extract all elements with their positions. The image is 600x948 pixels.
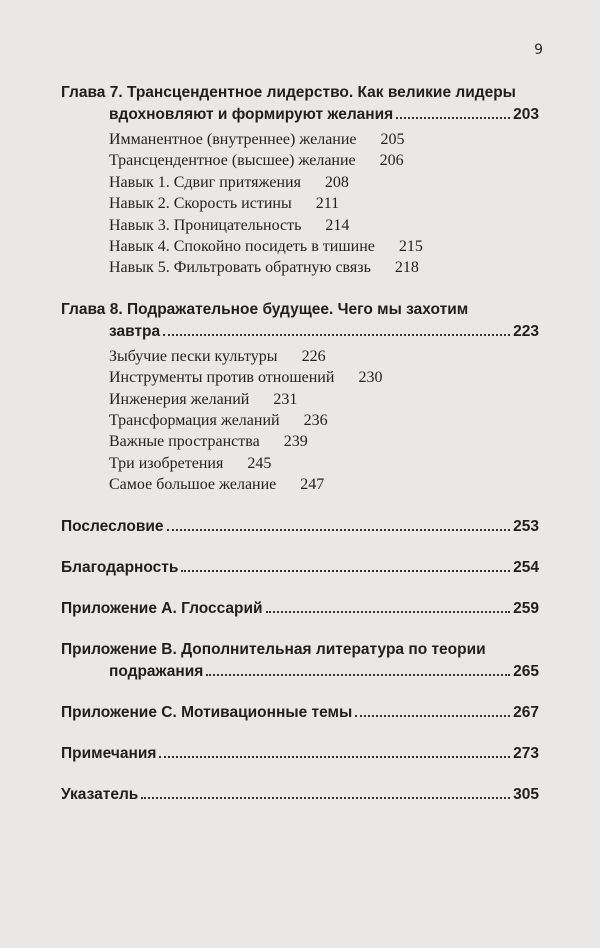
chapter-page: 223 (513, 322, 539, 340)
toc-subsection (109, 215, 539, 236)
chapter-title-line1: Глава 7. Трансцендентное лидерство. Как великие лидеры (61, 84, 516, 101)
toc-subsection (109, 193, 539, 214)
toc-subsections-8 (61, 346, 539, 496)
dot-leader (141, 797, 510, 799)
chapter-title-line2-row (61, 321, 539, 343)
chapter-title-line2: вдохновляют и формируют желания (109, 106, 394, 123)
page-number: 9 (534, 42, 543, 58)
entry-title: Послесловие (61, 517, 164, 535)
toc-subsection (109, 367, 539, 388)
entry-title: Приложение С. Мотивационные темы (61, 703, 353, 721)
toc-entry-notes (61, 743, 539, 765)
toc-subsection (109, 389, 539, 410)
subsection-title: Три изобретения (109, 454, 224, 472)
entry-title: Приложение А. Глоссарий (61, 599, 263, 617)
toc-subsection (109, 410, 539, 431)
subsection-page: 247 (300, 476, 325, 494)
subsection-title: Трансформация желаний (109, 412, 280, 430)
toc-subsection (109, 129, 539, 150)
subsection-title: Навык 1. Сдвиг притяжения (109, 173, 301, 191)
subsection-title: Имманентное (внутреннее) желание (109, 131, 357, 148)
toc-entry-appendix-a (61, 598, 539, 620)
subsection-page: 239 (283, 433, 308, 451)
toc-entry-appendix-b (61, 639, 539, 683)
dot-leader (167, 529, 511, 531)
toc-entry-acknowledgments (61, 557, 539, 579)
dot-leader (159, 756, 510, 758)
subsection-page: 230 (358, 369, 383, 387)
toc-subsection (109, 474, 539, 495)
table-of-contents (61, 82, 539, 806)
dot-leader (163, 334, 510, 336)
subsection-page: 214 (325, 216, 350, 234)
subsection-title: Навык 2. Скорость истины (109, 195, 292, 213)
toc-subsections-7 (61, 129, 539, 279)
subsection-title: Зыбучие пески культуры (109, 347, 278, 365)
dot-leader (266, 611, 511, 613)
subsection-page: 218 (394, 259, 419, 277)
entry-page: 267 (513, 703, 539, 721)
subsection-title: Важные пространства (109, 433, 260, 451)
toc-chapter-8 (61, 299, 539, 343)
entry-page: 265 (513, 662, 539, 680)
chapter-page: 203 (513, 106, 539, 123)
dot-leader (206, 674, 510, 676)
entry-page: 254 (513, 558, 539, 576)
toc-chapter-7 (61, 82, 539, 126)
entry-page: 259 (513, 599, 539, 617)
toc-entry-afterword (61, 516, 539, 538)
subsection-page: 208 (324, 173, 349, 191)
subsection-title: Навык 3. Проницательность (109, 216, 302, 234)
toc-subsection (109, 257, 539, 278)
subsection-page: 205 (380, 131, 405, 148)
entry-page: 305 (513, 785, 539, 803)
subsection-page: 236 (303, 412, 328, 430)
subsection-page: 206 (379, 152, 404, 170)
entry-page: 253 (513, 517, 539, 535)
subsection-title: Навык 5. Фильтровать обратную связь (109, 259, 371, 277)
toc-subsection (109, 150, 539, 171)
toc-subsection (109, 236, 539, 257)
toc-entry-index (61, 784, 539, 806)
entry-title-line2-row (61, 661, 539, 683)
entry-title-line2: подражания (109, 662, 204, 680)
chapter-title-line1: Глава 8. Подражательное будущее. Чего мы захотим (61, 300, 469, 318)
chapter-title-line2: завтра (109, 322, 161, 340)
toc-subsection (109, 453, 539, 474)
subsection-title: Самое большое желание (109, 476, 277, 494)
toc-entry-appendix-c (61, 702, 539, 724)
subsection-title: Инженерия желаний (109, 390, 250, 408)
dot-leader (181, 570, 510, 572)
subsection-page: 226 (301, 347, 326, 365)
toc-subsection (109, 346, 539, 367)
entry-title: Примечания (61, 744, 157, 762)
entry-page: 273 (513, 744, 539, 762)
subsection-title: Трансцендентное (высшее) желание (109, 152, 356, 170)
subsection-title: Навык 4. Спокойно посидеть в тишине (109, 238, 375, 256)
subsection-page: 211 (315, 195, 340, 213)
toc-subsection (109, 431, 539, 452)
subsection-page: 215 (398, 238, 423, 256)
entry-title: Указатель (61, 785, 139, 803)
entry-title: Благодарность (61, 558, 179, 576)
subsection-page: 245 (247, 454, 272, 472)
entry-title-line1: Приложение В. Дополнительная литература по теории (61, 640, 486, 658)
toc-subsection (109, 172, 539, 193)
dot-leader (396, 117, 510, 119)
subsection-title: Инструменты против отношений (109, 369, 335, 387)
dot-leader (355, 715, 510, 717)
chapter-title-line2-row (61, 104, 539, 126)
subsection-page: 231 (273, 390, 298, 408)
